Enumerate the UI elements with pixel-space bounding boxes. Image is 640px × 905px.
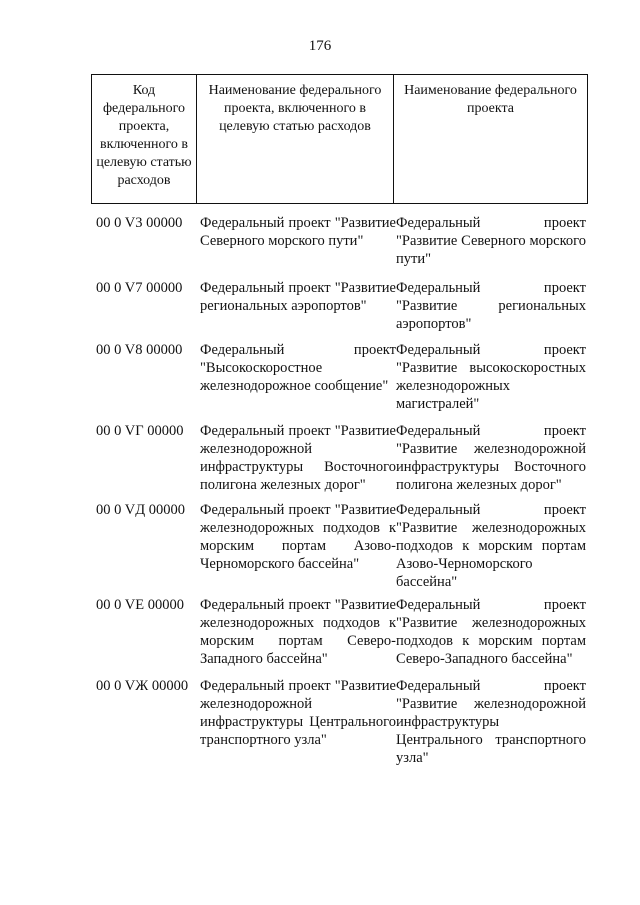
table-row (96, 214, 588, 279)
row-name-included: Федеральный проект "Развитие железнодорожных подходов к морским портам Северо-Западного бассейна" (200, 597, 396, 667)
table-body (96, 214, 588, 767)
row-code: 00 0 VE 00000 (96, 597, 184, 613)
table-row (96, 422, 588, 501)
table-row (96, 341, 588, 422)
row-name: Федеральный проект "Развитие железнодорожных подходов к морским портам Азово-Черноморского бассейна" (396, 502, 586, 590)
table-row (96, 596, 588, 677)
row-code: 00 0 V3 00000 (96, 215, 183, 231)
header-name: Наименование федерального проекта (404, 83, 577, 116)
row-code: 00 0 VЖ 00000 (96, 678, 189, 694)
row-name: Федеральный проект "Развитие железнодорожной инфраструктуры Центрального транспортного узла" (396, 678, 586, 766)
row-name-included: Федеральный проект "Развитие железнодорожной инфраструктуры Центрального транспортного узла" (200, 678, 396, 748)
table-row (96, 279, 588, 341)
table-row (96, 677, 588, 767)
row-name-included: Федеральный проект "Развитие железнодорожных подходов к морским портам Азово-Черноморского бассейна" (200, 502, 396, 572)
row-code: 00 0 V8 00000 (96, 342, 183, 358)
header-code: Код федерального проекта, включенного в целевую статью расходов (92, 75, 197, 203)
table-header (91, 74, 588, 204)
row-name: Федеральный проект "Развитие высокоскоростных железнодорожных магистралей" (396, 342, 586, 412)
row-name: Федеральный проект "Развитие железнодорожной инфраструктуры Восточного полигона железных дорог" (396, 423, 586, 493)
page-number: 176 (308, 38, 332, 54)
row-name-included: Федеральный проект "Развитие Северного морского пути" (200, 215, 396, 249)
row-name: Федеральный проект "Развитие региональных аэропортов" (396, 280, 586, 332)
row-name-included: Федеральный проект "Развитие региональных аэропортов" (200, 280, 396, 314)
row-code: 00 0 VД 00000 (96, 502, 185, 518)
row-name: Федеральный проект "Развитие железнодорожных подходов к морским портам Северо-Западного бассейна" (396, 597, 586, 667)
header-name-included: Наименование федерального проекта, включенного в целевую статью расходов (197, 75, 394, 203)
table-row (96, 501, 588, 596)
row-code: 00 0 V7 00000 (96, 280, 183, 296)
row-code: 00 0 VГ 00000 (96, 423, 184, 439)
row-name-included: Федеральный проект "Высокоскоростное железнодорожное сообщение" (200, 342, 396, 394)
row-name-included: Федеральный проект "Развитие железнодорожной инфраструктуры Восточного полигона железных дорог" (200, 423, 396, 493)
row-name: Федеральный проект "Развитие Северного морского пути" (396, 215, 586, 267)
